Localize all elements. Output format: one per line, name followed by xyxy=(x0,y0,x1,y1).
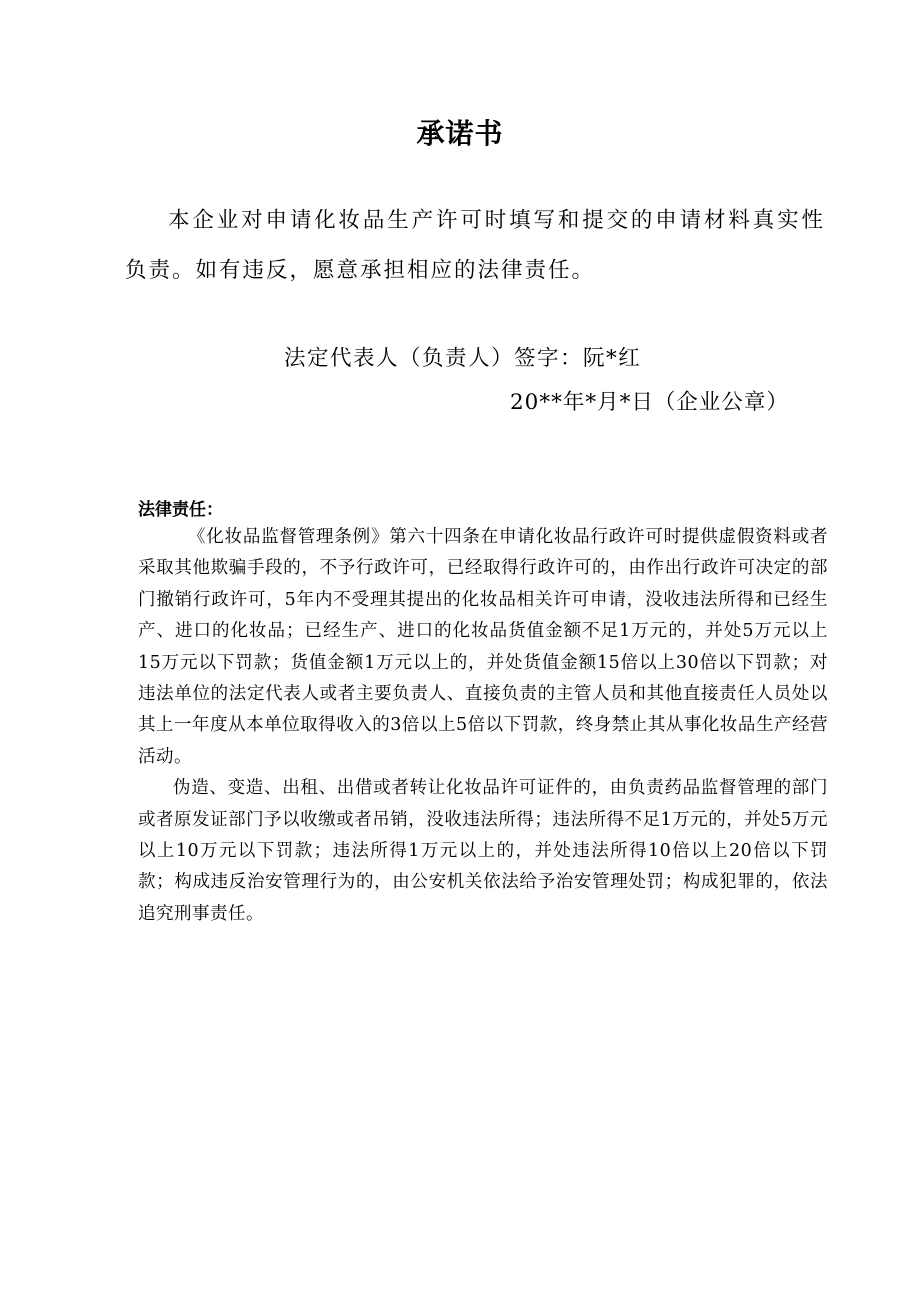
pledge-statement: 本企业对申请化妆品生产许可时填写和提交的申请材料真实性负责。如有违反，愿意承担相应的法律责任。 xyxy=(125,208,825,283)
legal-paragraph: 伪造、变造、出租、出借或者转让化妆品许可证件的，由负责药品监督管理的部门或者原发证部门予以收缴或者吊销，没收违法所得；违法所得不足1万元的，并处5万元以上10万元以下罚款；违法所得1万元以上的，并处违法所得10倍以上20倍以下罚款；构成违反治安管理行为的，由公安机关依法给予治安管理处罚；构成犯罪的，依法追究刑事责任。 xyxy=(138,778,828,924)
signature-line: 法定代表人（负责人）签字：阮*红 xyxy=(284,346,642,371)
legal-responsibility-body xyxy=(138,522,828,930)
legal-responsibility-heading: 法律责任： xyxy=(138,500,223,520)
document-title: 承诺书 xyxy=(416,117,504,150)
legal-paragraph: 《化妆品监督管理条例》第六十四条在申请化妆品行政许可时提供虚假资料或者采取其他欺骗手段的，不予行政许可，已经取得行政许可的，由作出行政许可决定的部门撤销行政许可，5年内不受理其提出的化妆品相关许可申请，没收违法所得和已经生产、进口的化妆品；已经生产、进口的化妆品货值金额不足1万元的，并处5万元以上15万元以下罚款；货值金额1万元以上的，并处货值金额15倍以上30倍以下罚款；对违法单位的法定代表人或者主要负责人、直接负责的主管人员和其他直接责任人员处以其上一年度从本单位取得收入的3倍以上5倍以下罚款，终身禁止其从事化妆品生产经营活动。 xyxy=(138,527,828,767)
date-seal-line: 20**年*月*日（企业公章） xyxy=(510,390,789,415)
